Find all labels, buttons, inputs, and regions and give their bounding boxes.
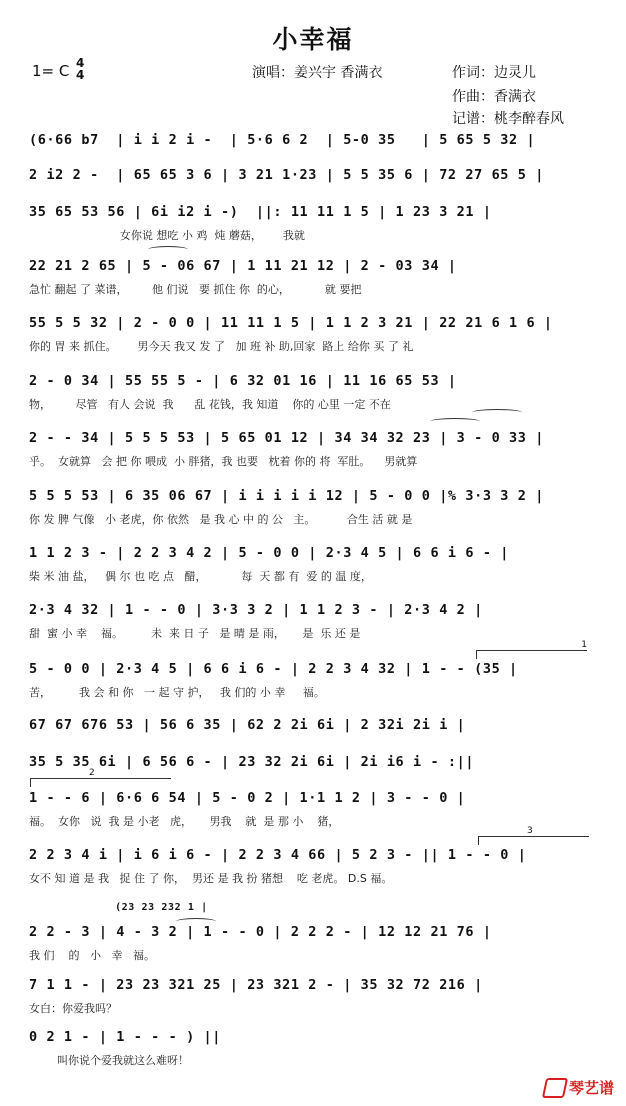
notes-line: 1 - - 6 | 6·6 6 54 | 5 - 0 2 | 1·1 1 2 | 3 - - 0 | — [29, 790, 466, 806]
score-row — [29, 788, 601, 830]
volta-2-label: 2 — [89, 768, 95, 778]
time-signature — [76, 57, 84, 81]
meter-bottom: 4 — [76, 68, 85, 82]
notes-line: 1 1 2 3 - | 2 2 3 4 2 | 5 - 0 0 | 2·3 4 5 | 6 6 i 6 - | — [29, 545, 510, 561]
lyrics-line: 急忙 翻起 了 菜谱， 他 们说 要 抓住 你 的心， 就 要把 — [29, 283, 362, 296]
lyrics-line: 乎。 女就算 会 把 你 喂成 小 胖猪，我 也要 枕着 你的 将 军肚。 男就算 — [29, 455, 418, 468]
score-row — [29, 1027, 601, 1069]
score-row — [29, 371, 601, 413]
notes-line: 22 21 2 65 | 5 - 06 67 | 1 11 21 12 | 2 - 03 34 | — [29, 258, 457, 274]
meter-top: 4 — [76, 56, 85, 70]
volta-3-label: 3 — [527, 826, 533, 836]
lyrics-line: 女白：你爱我吗？ — [29, 1002, 117, 1015]
notes-line: 7 1 1 - | 23 23 321 25 | 23 321 2 - | 35 32 72 216 | — [29, 977, 483, 993]
lyrics-line: 物， 尽管 有人 会说 我 乱 花钱，我 知道 你的 心里 一定 不在 — [29, 398, 391, 411]
score-row — [29, 428, 601, 470]
lyrics-line: 我 们 的 小 幸 福。 — [29, 949, 155, 962]
score-row — [29, 715, 601, 757]
notes-line: (23 23 232 1 | — [29, 902, 208, 913]
score-row — [29, 543, 601, 585]
slur — [176, 918, 216, 925]
score-row — [29, 975, 601, 1017]
volta-3-bracket — [478, 826, 589, 845]
transcriber: 记谱：桃李醉春风 — [452, 111, 564, 127]
notes-line: 5 5 5 53 | 6 35 06 67 | i i i i i 12 | 5 - 0 0 |% 3·3 3 2 | — [29, 488, 544, 504]
notes-line: 0 2 1 - | 1 - - - ) || — [29, 1029, 222, 1045]
page-title: 小幸福 — [272, 25, 354, 54]
score-row — [29, 659, 601, 701]
score-row — [29, 165, 601, 207]
site-logo — [544, 1077, 614, 1099]
slur — [430, 418, 480, 425]
notes-line: 2 i2 2 - | 65 65 3 6 | 3 21 1·23 | 5 5 35 6 | 72 27 65 5 | — [29, 167, 544, 183]
notes-line: 55 5 5 32 | 2 - 0 0 | 11 11 1 5 | 1 1 2 3 21 | 22 21 6 1 6 | — [29, 315, 553, 331]
lyrics-line: 你的 胃 来 抓住。 男今天 我又 发 了 加 班 补 助,回家 路上 给你 买 了 礼 — [29, 340, 414, 353]
notes-line: 2 2 3 4 i | i 6 i 6 - | 2 2 3 4 66 | 5 2 3 - || 1 - - 0 | — [29, 847, 527, 863]
key-signature: 1= C — [32, 62, 70, 80]
logo-icon — [542, 1078, 568, 1098]
lyrics-line: 甜 蜜 小 幸 福。 未 来 日 子 是 晴 是 雨， 是 乐 还 是 — [29, 627, 361, 640]
notes-line: 2 - 0 34 | 55 55 5 - | 6 32 01 16 | 11 16 65 53 | — [29, 373, 457, 389]
singers: 演唱：姜兴宇 香满衣 — [252, 65, 383, 81]
lyrics-line: 柴 米 油 盐， 偶 尔 也 吃 点 醋， 每 天 都 有 爱 的 温 度， — [29, 570, 372, 583]
notes-line: 5 - 0 0 | 2·3 4 5 | 6 6 i 6 - | 2 2 3 4 32 | 1 - - (35 | — [29, 661, 518, 677]
volta-1-label: 1 — [581, 640, 587, 650]
lyrics-line: 你 发 脾 气像 小 老虎，你 依然 是 我 心 中 的 公 主。 合生 活 就 是 — [29, 513, 413, 526]
notes-line: 2 2 - 3 | 4 - 3 2 | 1 - - 0 | 2 2 2 - | 12 12 21 76 | — [29, 924, 492, 940]
notes-line: 35 65 53 56 | 6i i2 i -) ||: 11 11 1 5 | 1 23 3 21 | — [29, 204, 492, 220]
composer: 作曲：香满衣 — [452, 89, 536, 105]
slur — [472, 409, 522, 416]
volta-2-bracket — [30, 768, 171, 787]
notes-line: 35 5 35 6i | 6 56 6 - | 23 32 2i 6i | 2i i6 i - :|| — [29, 754, 475, 770]
score-row — [29, 313, 601, 355]
logo-text: 琴艺谱 — [568, 1078, 614, 1097]
notes-line: 2·3 4 32 | 1 - - 0 | 3·3 3 2 | 1 1 2 3 - | 2·3 4 2 | — [29, 602, 483, 618]
lyrics-line: 女不 知 道 是 我 捉 住 了 你， 男还 是 我 扮 猪想 吃 老虎。 D.S 福。 — [29, 872, 393, 885]
score-row — [29, 600, 601, 642]
score-row — [29, 202, 601, 244]
score-row — [29, 486, 601, 528]
score-row — [29, 256, 601, 298]
volta-1-bracket — [476, 640, 587, 659]
lyrics-line: 福。 女你 说 我 是 小老 虎， 男我 就 是 那 小 猪， — [29, 815, 340, 828]
lyricist: 作词：边灵儿 — [452, 65, 536, 81]
notes-line: (6·66 b7 | i i 2 i - | 5·6 6 2 | 5-0 35 | 5 65 5 32 | — [29, 132, 536, 148]
score-row — [29, 898, 601, 918]
notes-line: 67 67 676 53 | 56 6 35 | 62 2 2i 6i | 2 32i 2i i | — [29, 717, 466, 733]
lyrics-line: 苦， 我 会 和 你 一 起 守 护， 我 们的 小 幸 福。 — [29, 686, 325, 699]
score-row — [29, 922, 601, 964]
lyrics-line: 女你说 想吃 小 鸡 炖 蘑菇， 我就 — [29, 229, 305, 242]
score-row — [29, 845, 601, 887]
slur — [148, 246, 188, 253]
notes-line: 2 - - 34 | 5 5 5 53 | 5 65 01 12 | 34 34 32 23 | 3 - 0 33 | — [29, 430, 544, 446]
lyrics-line: 叫你说个爱我就这么难呀！ — [29, 1054, 189, 1067]
